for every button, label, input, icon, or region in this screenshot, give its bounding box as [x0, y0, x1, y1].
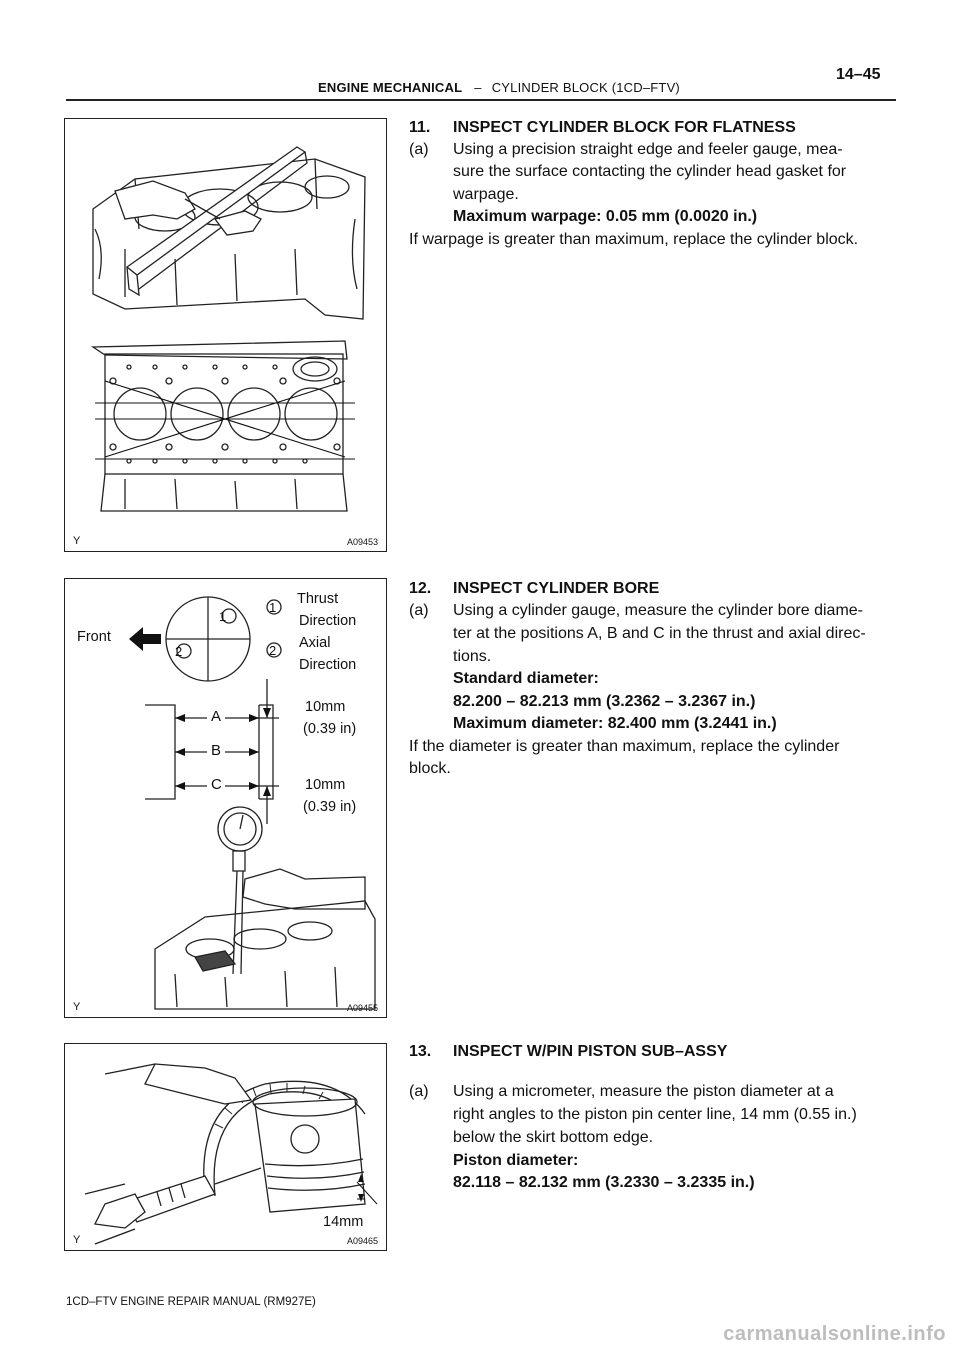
header-section: ENGINE MECHANICAL [318, 80, 463, 95]
figure-mark: Y [73, 1234, 81, 1246]
label-position-a: A [211, 708, 222, 725]
page-number: 14–45 [836, 66, 881, 83]
marker-2-in-circle: 2 [175, 644, 183, 659]
step-11-title [409, 117, 796, 140]
running-header [318, 80, 680, 95]
step-12-note-line-1: If the diameter is greater than maximum, replace the cylinder [409, 738, 840, 755]
header-subsection: CYLINDER BLOCK (1CD–FTV) [491, 80, 680, 95]
step-12-sub-label: (a) [409, 602, 429, 619]
step-13-title [409, 1041, 727, 1064]
label-position-c: C [211, 776, 222, 793]
label-thrust-direction: Direction [299, 613, 357, 629]
label-dim-top-mm: 10mm [305, 699, 346, 715]
step-13-line-3: below the skirt bottom edge. [453, 1129, 654, 1146]
label-dim-bottom-mm: 10mm [305, 777, 346, 793]
illustration-flatness [65, 119, 386, 551]
step-11-number: 11. [409, 119, 431, 136]
label-14mm: 14mm [323, 1214, 364, 1230]
step-13-sub-label: (a) [409, 1083, 429, 1100]
header-rule [66, 99, 896, 101]
step-13-heading: INSPECT W/PIN PISTON SUB–ASSY [453, 1043, 728, 1060]
label-front: Front [77, 629, 111, 645]
label-position-b: B [211, 742, 222, 759]
step-12-heading: INSPECT CYLINDER BORE [453, 580, 660, 597]
step-13-spec-label: Piston diameter: [453, 1152, 579, 1169]
step-12-note-line-2: block. [409, 760, 451, 777]
figure-code: A09455 [346, 1003, 378, 1013]
step-12-title [409, 578, 659, 601]
label-dim-bottom-in: (0.39 in) [303, 799, 357, 815]
step-12-spec-standard: 82.200 – 82.213 mm (3.2362 – 3.2367 in.) [453, 693, 756, 710]
figure-block-flatness [64, 118, 387, 552]
step-12-line-3: tions. [453, 648, 492, 665]
step-11-heading: INSPECT CYLINDER BLOCK FOR FLATNESS [453, 119, 796, 136]
step-12-spec-label: Standard diameter: [453, 670, 599, 687]
step-12-spec-maximum: Maximum diameter: 82.400 mm (3.2441 in.) [453, 715, 777, 732]
figure-cylinder-bore [64, 578, 387, 1018]
legend-marker-1: 1 [269, 600, 277, 615]
figure-mark: Y [73, 535, 81, 547]
label-dim-top-in: (0.39 in) [303, 721, 357, 737]
figure-code: A09465 [346, 1236, 378, 1246]
label-thrust: Thrust [297, 591, 339, 607]
figure-code: A09453 [346, 537, 378, 547]
header-separator: – [474, 80, 482, 95]
figure-piston [64, 1043, 387, 1251]
step-11-line-2: sure the surface contacting the cylinder head gasket for [453, 163, 847, 180]
step-13-number: 13. [409, 1043, 432, 1060]
step-11-sub-label: (a) [409, 141, 429, 158]
step-12-line-1: Using a cylinder gauge, measure the cylinder bore diame- [453, 602, 863, 619]
step-13-line-1: Using a micrometer, measure the piston diameter at a [453, 1083, 834, 1100]
label-axial: Axial [299, 635, 331, 651]
step-12-line-2: ter at the positions A, B and C in the thrust and axial direc- [453, 625, 866, 642]
marker-1-in-circle: 1 [219, 609, 227, 624]
step-13-spec-value: 82.118 – 82.132 mm (3.2330 – 3.2335 in.) [453, 1174, 755, 1191]
step-11-line-3: warpage. [453, 186, 519, 203]
step-11-line-1: Using a precision straight edge and feeler gauge, mea- [453, 141, 843, 158]
step-11-note: If warpage is greater than maximum, replace the cylinder block. [409, 231, 859, 248]
label-axial-direction: Direction [299, 657, 357, 673]
step-12-number: 12. [409, 580, 432, 597]
step-13-line-2: right angles to the piston pin center line, 14 mm (0.55 in.) [453, 1106, 857, 1123]
step-11-spec: Maximum warpage: 0.05 mm (0.0020 in.) [453, 208, 758, 225]
figure-mark: Y [73, 1001, 81, 1013]
footer-manual-title: 1CD–FTV ENGINE REPAIR MANUAL (RM927E) [66, 1296, 316, 1308]
legend-marker-2: 2 [269, 643, 277, 658]
watermark: carmanualsonline.info [723, 1323, 946, 1345]
